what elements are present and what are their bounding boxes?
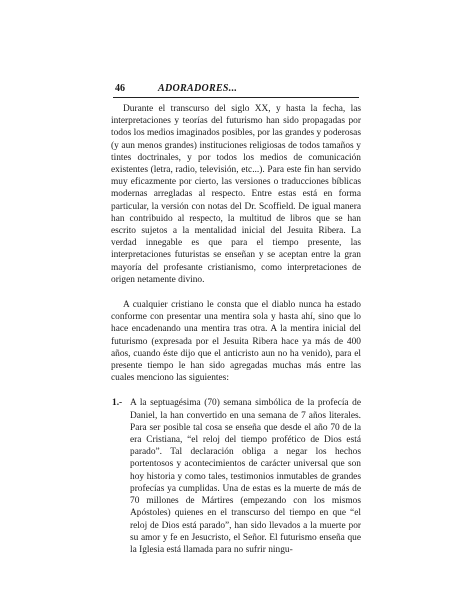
list-item xyxy=(111,397,361,556)
page-body xyxy=(111,103,361,556)
page-number: 46 xyxy=(115,83,125,94)
body-paragraph: A cualquier cristiano le consta que el diablo nunca ha estado conforme con presentar una mentira sola y hasta ahí, sino que lo hace encadenando una mentira tras otra. A la mentira inicial del futurismo (expresada por el Jesuita Ribera hace ya más de 400 años, cuando éste dijo que el anticristo aun no ha venido), para el presente tiempo le han sido agregadas muchas más entre las cuales menciono las siguientes: xyxy=(111,300,361,384)
list-item-text: A la septuagésima (70) semana simbólica de la profecía de Daniel, la han convertido en una semana de 7 años literales. Para ser posible tal cosa se enseña que desde el año 70 de la era Cristiana, “el reloj del tiempo profético de Dios está parado”. Tal declaración obliga a negar los hechos portentosos y acontecimientos de carácter universal que son hoy historia y como tales, testimonios inmutables de grandes profecías ya cumplidas. Una de estas es la muerte de más de 70 millones de Mártires (empezando con los mismos Apóstoles) quienes en el transcurso del tiempo en que “el reloj de Dios está parado”, han sido llevados a la muerte por su amor y fe en Jesucristo, el Señor. El futurismo enseña que la Iglesia está llamada para no sufrir ningu- xyxy=(130,398,361,555)
body-paragraph: Durante el transcurso del siglo XX, y hasta la fecha, las interpretaciones y teorías del futurismo han sido propagadas por todos los medios imaginados posibles, por las grandes y poderosas (y aun menos grandes) instituciones religiosas de todos tamaños y tintes doctrinales, y por todos los medios de comunicación existentes (letra, radio, televisión, etc...). Para este fin han servido muy eficazmente por cierto, las versiones o traducciones bíblicas modernas arregladas al respecto. Entre estas está en forma particular, la versión con notas del Dr. Scoffield. De igual manera han contribuido al respecto, la multitud de libros que se han escrito sujetos a la mentalidad inicial del Jesuita Ribera. La verdad innegable es que para el tiempo presente, las interpretaciones futuristas se enseñan y se aceptan entre la gran mayoría del profesante cristianismo, como interpretaciones de origen netamente divino. xyxy=(111,104,361,285)
list-item-number: 1.- xyxy=(112,398,123,409)
running-title: ADORADORES... xyxy=(158,83,238,94)
numbered-list xyxy=(111,397,361,556)
running-header xyxy=(113,83,359,98)
